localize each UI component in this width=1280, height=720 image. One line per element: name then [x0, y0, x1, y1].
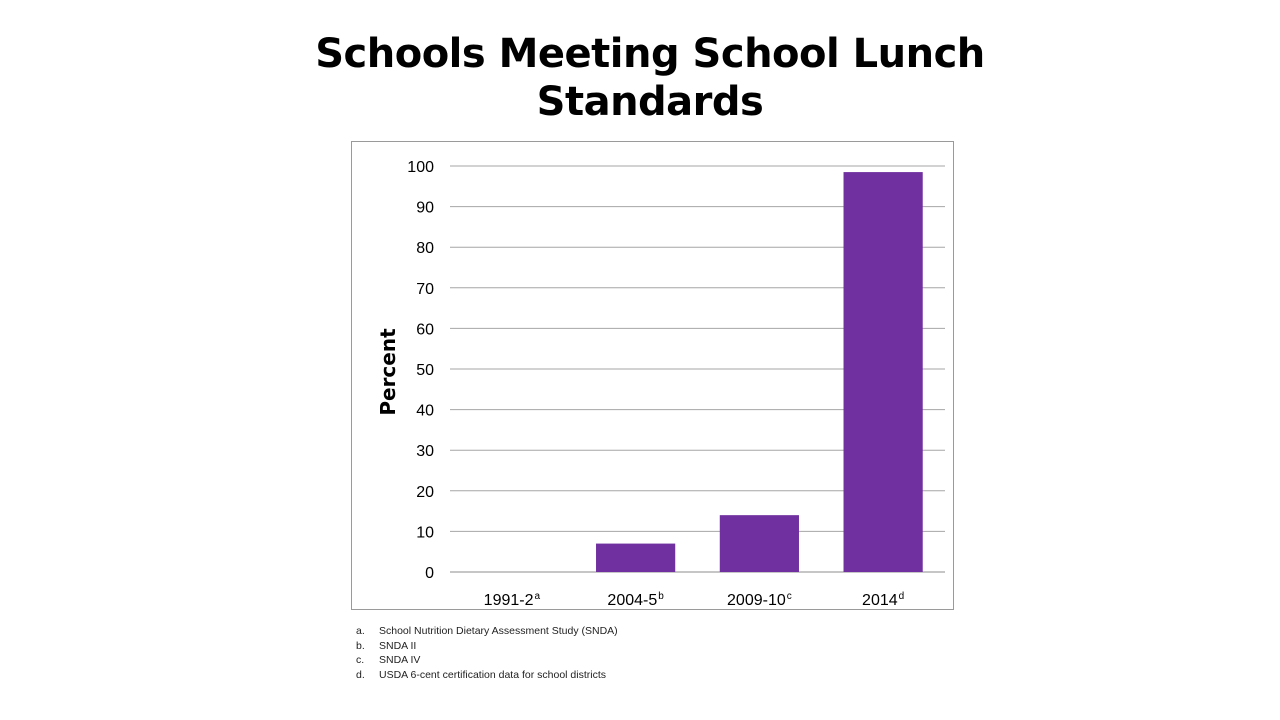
footnote-a	[356, 624, 618, 639]
bar-2004-5	[596, 544, 675, 572]
footnote-text: School Nutrition Dietary Assessment Study (SNDA)	[379, 625, 618, 637]
footnote-letter: c.	[356, 654, 365, 666]
x-tick-label: 2014$^d$	[862, 591, 905, 609]
footnote-letter: d.	[356, 668, 365, 681]
y-tick-label: 80	[416, 240, 434, 258]
footnote-letter: b.	[356, 639, 365, 652]
footnote-c	[356, 653, 618, 668]
y-tick-label: 10	[416, 524, 434, 542]
footnote-text: SNDA IV	[379, 654, 421, 666]
bar-2014	[844, 172, 923, 572]
footnotes	[356, 624, 618, 682]
bar-2009-10	[720, 515, 799, 572]
footnote-b	[356, 639, 618, 654]
bar-chart	[352, 142, 953, 609]
chart-frame	[351, 141, 954, 610]
y-tick-label: 50	[416, 362, 434, 379]
x-tick-label: 2009-10$^c$	[727, 591, 792, 609]
y-tick-label: 30	[416, 443, 434, 461]
footnote-letter: a.	[356, 625, 365, 637]
footnote-d	[356, 668, 618, 683]
y-tick-label: 70	[416, 280, 434, 298]
y-tick-label: 60	[416, 321, 434, 339]
footnote-text: SNDA II	[379, 639, 417, 652]
footnote-text: USDA 6-cent certification data for school districts	[379, 668, 607, 681]
y-tick-label: 0	[425, 565, 434, 582]
y-axis-title: Percent	[376, 328, 400, 416]
x-tick-label: 2004-5$^b$	[607, 591, 664, 609]
y-tick-label: 100	[407, 159, 434, 176]
y-tick-label: 40	[416, 402, 434, 420]
y-tick-label: 90	[416, 199, 434, 217]
slide-title: Schools Meeting School Lunch Standards	[315, 31, 985, 125]
y-tick-label: 20	[416, 483, 434, 501]
x-tick-label: 1991-2$^a$	[483, 591, 541, 609]
